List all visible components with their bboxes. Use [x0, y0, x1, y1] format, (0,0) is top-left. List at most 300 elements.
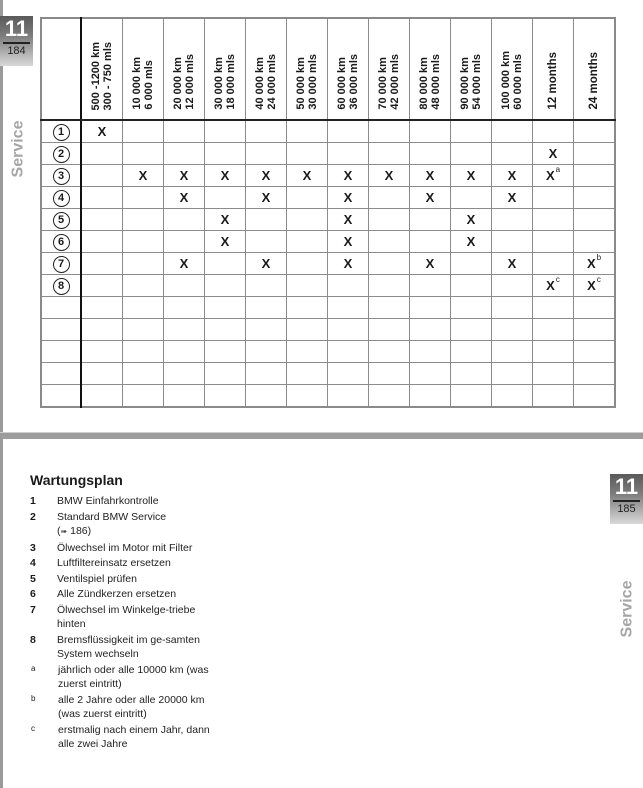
schedule-cell: [369, 341, 410, 363]
table-row: [41, 275, 615, 297]
schedule-cell: [81, 187, 123, 209]
legend-item: [30, 587, 220, 602]
schedule-cell: [287, 363, 328, 385]
legend-item: [30, 541, 220, 556]
schedule-cell: [164, 297, 205, 319]
interval-primary: 60 000 km: [336, 57, 348, 110]
schedule-cell: [533, 275, 574, 297]
schedule-cell: [287, 253, 328, 275]
legend-item: [30, 510, 220, 540]
schedule-cell: [164, 187, 205, 209]
check-mark: X: [220, 234, 230, 249]
table-row: [41, 297, 615, 319]
schedule-cell: [369, 297, 410, 319]
schedule-cell: [410, 319, 451, 341]
check-mark: X: [179, 190, 189, 205]
interval-primary: 12 months: [547, 52, 559, 110]
check-mark: X: [220, 212, 230, 227]
note-text: jährlich oder alle 10000 km (was zuerst eintritt): [58, 663, 209, 690]
schedule-cell: [81, 341, 123, 363]
chapter-tab-left: [0, 16, 33, 66]
schedule-cell: [164, 275, 205, 297]
row-number-cell: [41, 385, 81, 408]
schedule-cell: [451, 187, 492, 209]
column-header-label: [254, 50, 278, 114]
circled-number: 3: [53, 168, 70, 185]
schedule-cell: [81, 165, 123, 187]
table-body: [41, 120, 615, 407]
footnote-ref: c: [596, 275, 601, 284]
header-corner-cell: [41, 18, 81, 120]
schedule-cell: [410, 231, 451, 253]
schedule-cell: [369, 319, 410, 341]
note-key: c: [31, 723, 35, 733]
schedule-cell: [533, 187, 574, 209]
schedule-cell: [246, 143, 287, 165]
column-header-label: [418, 50, 442, 114]
table-row: [41, 385, 615, 408]
schedule-cell: [81, 143, 123, 165]
legend-key: 5: [30, 572, 36, 585]
schedule-cell: [492, 165, 533, 187]
legend-key: 2: [30, 510, 36, 523]
row-number-cell: [41, 120, 81, 143]
schedule-cell: [81, 297, 123, 319]
schedule-cell: [492, 341, 533, 363]
check-mark: X: [425, 190, 435, 205]
schedule-cell: [123, 209, 164, 231]
schedule-cell: [492, 319, 533, 341]
schedule-cell: [287, 143, 328, 165]
schedule-cell: [574, 385, 616, 408]
page-divider: [0, 432, 643, 439]
schedule-cell: [410, 275, 451, 297]
schedule-cell: [533, 143, 574, 165]
schedule-cell: [246, 297, 287, 319]
schedule-cell: [205, 231, 246, 253]
legend-items: [30, 494, 220, 662]
schedule-cell: [205, 143, 246, 165]
legend-item: [30, 494, 220, 509]
column-header-label: [336, 50, 360, 114]
schedule-cell: [205, 165, 246, 187]
schedule-cell: [451, 231, 492, 253]
schedule-cell: [574, 187, 616, 209]
check-mark: X: [507, 190, 517, 205]
schedule-cell: [164, 209, 205, 231]
schedule-cell: [533, 341, 574, 363]
legend-text: [57, 572, 220, 587]
schedule-cell: [369, 231, 410, 253]
schedule-cell: [328, 297, 369, 319]
column-header: [164, 18, 205, 120]
legend-key: 1: [30, 495, 36, 507]
page-reference: 186: [70, 525, 88, 537]
schedule-cell: [574, 297, 616, 319]
section-label-left: Service: [9, 120, 27, 178]
schedule-cell: [287, 209, 328, 231]
legend-title: Wartungsplan: [30, 472, 123, 488]
schedule-cell: [246, 363, 287, 385]
column-header: [123, 18, 164, 120]
schedule-cell: [451, 341, 492, 363]
schedule-cell: [451, 275, 492, 297]
schedule-cell: [369, 120, 410, 143]
check-mark: X: [466, 168, 476, 183]
schedule-cell: [492, 385, 533, 408]
column-header: [492, 18, 533, 120]
schedule-cell: [287, 319, 328, 341]
schedule-cell: [410, 297, 451, 319]
check-mark: X: [343, 234, 353, 249]
circled-number: 1: [53, 124, 70, 141]
schedule-cell: [533, 231, 574, 253]
schedule-cell: [533, 385, 574, 408]
schedule-cell: [164, 120, 205, 143]
schedule-cell: [410, 187, 451, 209]
column-header: [410, 18, 451, 120]
legend-item: [30, 556, 220, 571]
row-number-cell: [41, 319, 81, 341]
schedule-cell: [205, 187, 246, 209]
schedule-cell: [123, 385, 164, 408]
schedule-cell: [81, 120, 123, 143]
footnote-ref: c: [555, 275, 560, 284]
schedule-cell: [410, 253, 451, 275]
note-text: alle 2 Jahre oder alle 20000 km (was zuerst eintritt): [58, 693, 205, 720]
schedule-cell: [451, 319, 492, 341]
row-number-cell: [41, 187, 81, 209]
schedule-cell: [123, 341, 164, 363]
schedule-cell: [451, 143, 492, 165]
legend-text-main: Luftfiltereinsatz ersetzen: [57, 557, 171, 569]
schedule-cell: [492, 253, 533, 275]
column-header-label: [295, 50, 319, 114]
schedule-cell: [205, 341, 246, 363]
section-label-right: Service: [618, 580, 636, 638]
schedule-cell: [205, 275, 246, 297]
legend-text-main: Alle Zündkerzen ersetzen: [57, 588, 177, 600]
legend-text-main: Bremsflüssigkeit im ge-samten System wechseln: [57, 633, 200, 660]
schedule-cell: [123, 143, 164, 165]
legend-key: 8: [30, 633, 36, 646]
legend-text: [57, 587, 220, 602]
page-edge-bar: [0, 0, 3, 788]
note-key: a: [31, 663, 36, 673]
check-mark: X: [425, 168, 435, 183]
table-row: [41, 341, 615, 363]
interval-secondary: 60 000 mls: [512, 54, 524, 110]
check-mark: X: [97, 124, 107, 139]
chapter-tab-right: [610, 474, 643, 524]
legend-text-main: Standard BMW Service: [57, 510, 167, 523]
schedule-cell: [533, 253, 574, 275]
check-mark: $X^c$: [587, 275, 601, 293]
page-number: 185: [617, 503, 636, 515]
schedule-cell: [410, 165, 451, 187]
column-header: [205, 18, 246, 120]
legend-text: [57, 541, 220, 556]
schedule-cell: [328, 275, 369, 297]
schedule-cell: [328, 165, 369, 187]
interval-secondary: 42 000 mls: [389, 54, 401, 110]
schedule-cell: [205, 319, 246, 341]
maintenance-schedule-table: [40, 17, 616, 408]
table-row: [41, 209, 615, 231]
legend-item: [30, 603, 220, 632]
interval-secondary: 36 000 mls: [348, 54, 360, 110]
interval-secondary: 54 000 mls: [471, 54, 483, 110]
schedule-cell: [164, 253, 205, 275]
check-mark: X: [138, 168, 148, 183]
column-header-label: [547, 48, 559, 114]
column-header-label: [588, 48, 600, 114]
schedule-cell: [492, 297, 533, 319]
interval-primary: 90 000 km: [459, 57, 471, 110]
schedule-cell: [492, 120, 533, 143]
schedule-cell: [328, 231, 369, 253]
column-header-label: [90, 38, 114, 115]
legend-key: 6: [30, 588, 36, 600]
schedule-cell: [123, 120, 164, 143]
interval-primary: 100 000 km: [500, 51, 512, 110]
schedule-cell: [164, 385, 205, 408]
schedule-cell: [410, 120, 451, 143]
legend-item: [30, 633, 220, 662]
interval-primary: 50 000 km: [295, 57, 307, 110]
table-row: [41, 120, 615, 143]
column-header: [328, 18, 369, 120]
check-mark: X: [179, 256, 189, 271]
row-number-cell: [41, 231, 81, 253]
schedule-cell: [123, 253, 164, 275]
note-key: b: [31, 693, 36, 703]
schedule-cell: [574, 253, 616, 275]
check-mark: X: [466, 212, 476, 227]
legend-text: [57, 510, 220, 540]
row-number-cell: [41, 363, 81, 385]
schedule-cell: [328, 253, 369, 275]
legend-key: 4: [30, 557, 36, 569]
row-number-cell: [41, 165, 81, 187]
schedule-cell: [369, 165, 410, 187]
schedule-cell: [369, 363, 410, 385]
schedule-cell: [369, 187, 410, 209]
check-mark: $X^a$: [545, 165, 561, 183]
schedule-cell: [451, 253, 492, 275]
column-header: [369, 18, 410, 120]
table-row: [41, 363, 615, 385]
schedule-cell: [246, 231, 287, 253]
schedule-cell: [205, 297, 246, 319]
schedule-cell: [492, 363, 533, 385]
schedule-cell: [205, 363, 246, 385]
schedule-cell: [246, 341, 287, 363]
check-mark: X: [343, 168, 353, 183]
interval-primary: 30 000 km: [213, 57, 225, 110]
schedule-cell: [164, 341, 205, 363]
schedule-cell: [123, 275, 164, 297]
interval-secondary: 48 000 mls: [430, 54, 442, 110]
legend-key: 7: [30, 603, 36, 616]
column-header-label: [500, 47, 524, 114]
schedule-cell: [533, 297, 574, 319]
interval-secondary: 12 000 mls: [184, 54, 196, 110]
schedule-cell: [287, 341, 328, 363]
row-number-cell: [41, 297, 81, 319]
schedule-cell: [410, 363, 451, 385]
schedule-cell: [81, 363, 123, 385]
check-mark: X: [548, 146, 558, 161]
schedule-cell: [451, 120, 492, 143]
check-mark: X: [343, 256, 353, 271]
schedule-cell: [205, 385, 246, 408]
schedule-cell: [451, 363, 492, 385]
schedule-cell: [328, 120, 369, 143]
schedule-cell: [410, 385, 451, 408]
row-number-cell: [41, 275, 81, 297]
interval-secondary: 18 000 mls: [225, 54, 237, 110]
schedule-cell: [328, 187, 369, 209]
schedule-cell: [369, 253, 410, 275]
check-mark: X: [179, 168, 189, 183]
schedule-cell: [81, 231, 123, 253]
schedule-cell: [410, 143, 451, 165]
schedule-cell: [533, 209, 574, 231]
circled-number: 5: [53, 212, 70, 229]
page-number: 184: [7, 45, 26, 57]
schedule-cell: [81, 209, 123, 231]
check-mark: $X^b$: [586, 253, 602, 271]
schedule-cell: [451, 165, 492, 187]
note-text: erstmalig nach einem Jahr, dann alle zwei Jahre: [58, 723, 210, 750]
check-mark: X: [507, 168, 517, 183]
schedule-cell: [287, 120, 328, 143]
interval-primary: 70 000 km: [377, 57, 389, 110]
legend-note: [30, 663, 220, 692]
schedule-cell: [123, 187, 164, 209]
check-mark: $X^c$: [546, 275, 560, 293]
table-row: [41, 253, 615, 275]
column-header: [287, 18, 328, 120]
row-number-cell: [41, 143, 81, 165]
row-number-cell: [41, 209, 81, 231]
table-row: [41, 165, 615, 187]
column-header: [574, 18, 616, 120]
schedule-cell: [123, 319, 164, 341]
schedule-cell: [574, 120, 616, 143]
schedule-cell: [492, 275, 533, 297]
schedule-cell: [81, 275, 123, 297]
schedule-cell: [369, 209, 410, 231]
schedule-cell: [492, 209, 533, 231]
schedule-cell: [451, 297, 492, 319]
schedule-cell: [81, 319, 123, 341]
schedule-cell: [533, 120, 574, 143]
legend-text: [57, 556, 220, 571]
interval-secondary: 6 000 mls: [143, 60, 155, 110]
circled-number: 4: [53, 190, 70, 207]
schedule-cell: [328, 385, 369, 408]
circled-number: 2: [53, 146, 70, 163]
legend-item: [30, 572, 220, 587]
schedule-cell: [574, 319, 616, 341]
schedule-cell: [164, 319, 205, 341]
chapter-number: 11: [4, 16, 29, 41]
interval-primary: 24 months: [588, 52, 600, 110]
interval-secondary: 300 - 750 mls: [102, 41, 114, 110]
schedule-cell: [410, 341, 451, 363]
schedule-cell: [574, 143, 616, 165]
schedule-cell: [287, 165, 328, 187]
schedule-cell: [246, 385, 287, 408]
schedule-cell: [164, 165, 205, 187]
schedule-cell: [287, 231, 328, 253]
schedule-cell: [492, 143, 533, 165]
legend-notes: [30, 663, 220, 752]
check-mark: X: [220, 168, 230, 183]
row-number-cell: [41, 341, 81, 363]
schedule-cell: [123, 231, 164, 253]
schedule-cell: [492, 187, 533, 209]
schedule-cell: [574, 165, 616, 187]
check-mark: X: [302, 168, 312, 183]
schedule-cell: [246, 319, 287, 341]
schedule-cell: [246, 187, 287, 209]
schedule-cell: [205, 253, 246, 275]
circled-number: 7: [53, 256, 70, 273]
interval-primary: 500 -1200 km: [90, 41, 102, 110]
legend-note: [30, 693, 220, 722]
schedule-cell: [369, 275, 410, 297]
check-mark: X: [384, 168, 394, 183]
check-mark: X: [466, 234, 476, 249]
schedule-cell: [451, 385, 492, 408]
legend-text-main: BMW Einfahrkontrolle: [57, 495, 159, 507]
schedule-cell: [328, 209, 369, 231]
schedule-cell: [246, 275, 287, 297]
column-header-label: [213, 50, 237, 114]
check-mark: X: [261, 168, 271, 183]
legend-text-main: Ölwechsel im Winkelge-triebe hinten: [57, 603, 196, 630]
row-number-cell: [41, 253, 81, 275]
interval-secondary: 30 000 mls: [307, 54, 319, 110]
schedule-cell: [451, 209, 492, 231]
footnote-ref: b: [596, 253, 602, 262]
column-header: [81, 18, 123, 120]
schedule-cell: [123, 165, 164, 187]
check-mark: X: [343, 190, 353, 205]
schedule-cell: [574, 209, 616, 231]
interval-primary: 10 000 km: [131, 57, 143, 110]
legend-text-main: Ölwechsel im Motor mit Filter: [57, 541, 193, 554]
column-header-label: [459, 50, 483, 114]
column-header: [451, 18, 492, 120]
schedule-cell: [328, 363, 369, 385]
table-row: [41, 231, 615, 253]
schedule-cell: [328, 319, 369, 341]
schedule-cell: [246, 165, 287, 187]
chapter-number: 11: [614, 474, 639, 499]
check-mark: X: [261, 256, 271, 271]
schedule-cell: [246, 120, 287, 143]
table-row: [41, 187, 615, 209]
table-row: [41, 143, 615, 165]
ref-open: (: [57, 525, 61, 537]
schedule-cell: [410, 209, 451, 231]
schedule-cell: [246, 209, 287, 231]
footnote-ref: a: [555, 165, 561, 174]
